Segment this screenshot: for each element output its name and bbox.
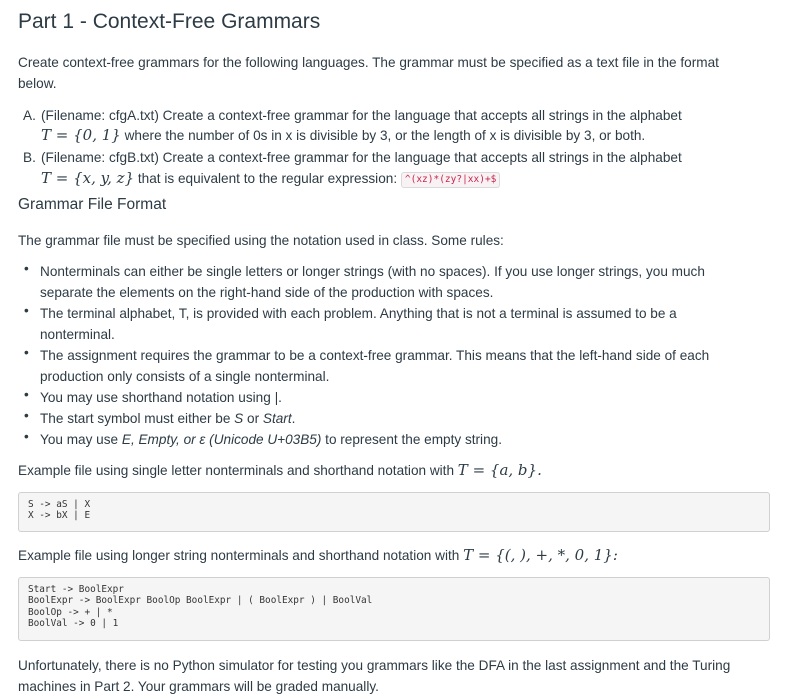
rule-4-text: You may use shorthand notation using: [40, 390, 275, 405]
problem-a-marker: A.: [23, 108, 36, 123]
format-heading: Grammar File Format: [18, 196, 167, 213]
code-line: BoolVal -> 0 | 1: [28, 617, 119, 629]
problem-a-line-2-text: where the number of 0s in x is divisible by 3, or the length of x is divisible by 3, or both.: [124, 128, 646, 143]
rule-2-line-2: nonterminal.: [40, 327, 115, 342]
regex-code: ^(xz)*(zy?|xx)+$: [401, 172, 501, 188]
example-1-math: T = {a, b}.: [457, 461, 542, 479]
rule-5-emphasis-start: Start: [262, 411, 292, 426]
example-1-caption: [18, 460, 542, 481]
problem-b-line-2-text: that is equivalent to the regular expression:: [137, 171, 398, 186]
problem-b-marker: B.: [23, 150, 36, 165]
rule-5-suffix: .: [291, 411, 296, 426]
closing-line-2: machines in Part 2. Your grammars will be graded manually.: [18, 679, 379, 694]
rule-5-mid: or: [243, 411, 263, 426]
problem-b-line-1: (Filename: cfgB.txt) Create a context-free grammar for the language that accepts all strings in the alphabet: [41, 150, 682, 165]
rule-6: [40, 429, 502, 450]
example-2-code-block: [18, 577, 770, 641]
bullet-dot: •: [24, 408, 29, 423]
problem-a-line-2: [41, 125, 645, 146]
rule-3-line-1: The assignment requires the grammar to be a context-free grammar. This means that the left-hand side of each: [40, 348, 710, 363]
intro-line-2: below.: [18, 76, 57, 91]
rule-6-text: You may use: [40, 432, 122, 447]
example-1-caption-text: Example file using single letter nonterminals and shorthand notation with: [18, 463, 455, 478]
rule-3-line-2: production only consists of a single nonterminal.: [40, 369, 330, 384]
code-line: BoolOp -> + | *: [28, 606, 113, 618]
code-line: BoolExpr -> BoolExpr BoolOp BoolExpr | ( BoolExpr ) | BoolVal: [28, 595, 373, 607]
intro-line-1: Create context-free grammars for the following languages. The grammar must be specified as a text file in the format: [18, 55, 719, 70]
problem-b-line-2: [41, 168, 500, 189]
example-1-code-block: [18, 492, 770, 532]
rule-4-suffix: .: [278, 390, 282, 405]
rule-5: [40, 408, 295, 429]
bullet-dot: •: [24, 429, 29, 444]
example-2-caption-text: Example file using longer string nonterminals and shorthand notation with: [18, 548, 460, 563]
bullet-dot: •: [24, 387, 29, 402]
rule-4-emphasis: |: [274, 390, 279, 405]
rule-2-line-1: The terminal alphabet, T, is provided with each problem. Anything that is not a terminal is assumed to be a: [40, 306, 677, 321]
rule-1-line-2: separate the elements on the right-hand side of the production with spaces.: [40, 285, 494, 300]
code-line: Start -> BoolExpr: [28, 584, 124, 595]
bullet-dot: •: [24, 345, 29, 360]
rule-4: [40, 387, 282, 408]
bullet-dot: •: [24, 261, 29, 276]
rule-6-suffix: to represent the empty string.: [321, 432, 502, 447]
rule-5-emphasis-s: S: [234, 411, 244, 426]
page-title: Part 1 - Context-Free Grammars: [18, 10, 321, 33]
example-2-caption: [18, 545, 618, 566]
rule-6-emphasis: E, Empty, or ε (Unicode U+03B5): [121, 432, 322, 447]
rule-5-text: The start symbol must either be: [40, 411, 235, 426]
code-line: X -> bX | E: [28, 510, 91, 522]
code-line: S -> aS | X: [28, 499, 91, 510]
problem-a-math: T = {0, 1}: [41, 126, 121, 144]
rule-1-line-1: Nonterminals can either be single letters or longer strings (with no spaces). If you use longer strings, you much: [40, 264, 705, 279]
problem-a-line-1: (Filename: cfgA.txt) Create a context-free grammar for the language that accepts all strings in the alphabet: [41, 108, 682, 123]
bullet-dot: •: [24, 303, 29, 318]
problem-b-math: T = {x, y, z}: [41, 169, 135, 187]
rules-intro: The grammar file must be specified using the notation used in class. Some rules:: [18, 233, 504, 248]
example-2-math: T = {(, ), +, *, 0, 1}:: [463, 546, 618, 564]
closing-line-1: Unfortunately, there is no Python simulator for testing you grammars like the DFA in the last assignment and the Turing: [18, 658, 731, 673]
